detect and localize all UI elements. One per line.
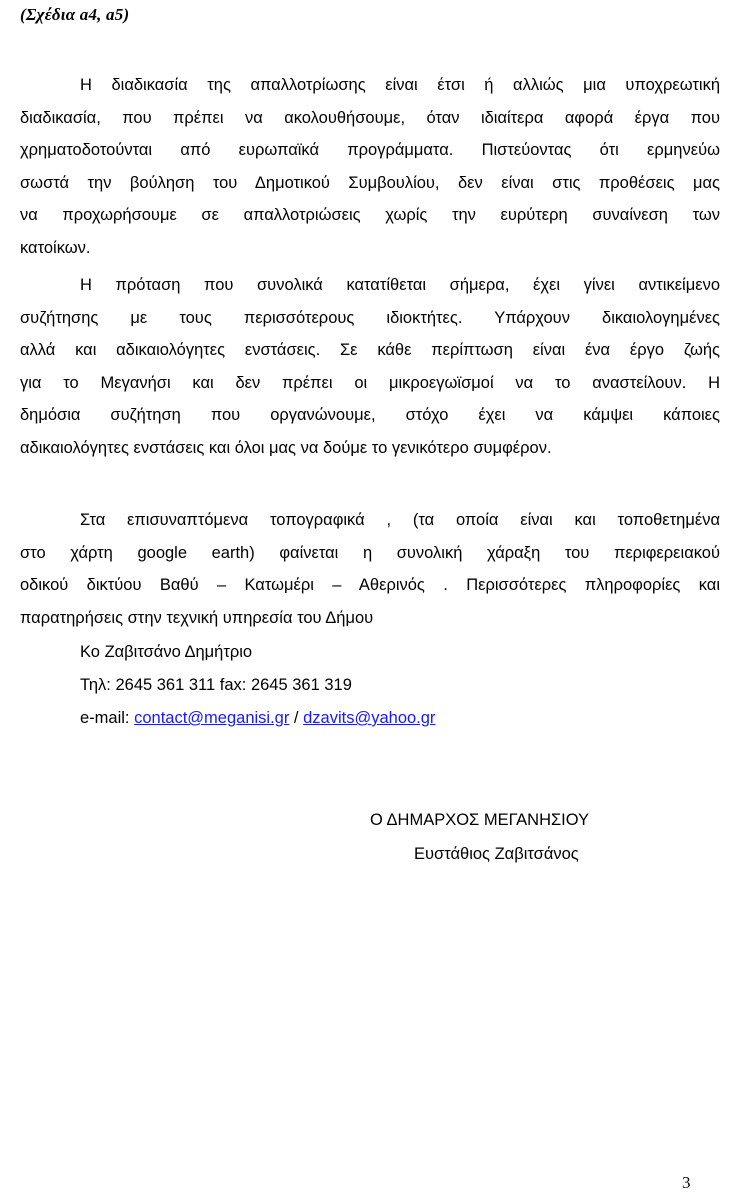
drawings-caption: (Σχέδια a4, a5) xyxy=(20,5,130,24)
paragraph-expropriation xyxy=(20,69,720,264)
email-separator: / xyxy=(289,709,304,727)
signature-name: Ευστάθιος Ζαβιτσάνος xyxy=(414,845,579,863)
paragraph-line: για το Μεγανήσι και δεν πρέπει οι μικροεγωϊσμοί να το αναστείλουν. Η xyxy=(20,373,720,392)
contact-email xyxy=(80,709,435,728)
paragraph-proposal xyxy=(20,269,720,464)
paragraph-line: να προχωρήσουμε σε απαλλοτριώσεις χωρίς την ευρύτερη συναίνεση των xyxy=(20,206,720,224)
email-link-dzavits[interactable]: dzavits@yahoo.gr xyxy=(303,709,436,727)
email-link-contact[interactable]: contact@meganisi.gr xyxy=(134,709,290,727)
paragraph-line: αλλά και αδικαιολόγητες ενστάσεις. Σε κάθε περίπτωση είναι ένα έργο ζωής xyxy=(20,341,720,359)
paragraph-line: Η πρόταση που συνολικά κατατίθεται σήμερα, έχει γίνει αντικείμενο xyxy=(80,276,720,294)
paragraph-line: οδικού δικτύου Βαθύ – Κατωμέρι – Αθερινός . Περισσότερες πληροφορίες και xyxy=(20,576,720,594)
paragraph-line: Στα επισυναπτόμενα τοπογραφικά , (τα οποία είναι και τοποθετημένα xyxy=(80,511,720,529)
email-label: e-mail: xyxy=(80,709,135,727)
paragraph-line: παρατηρήσεις στην τεχνική υπηρεσία του Δήμου xyxy=(20,608,374,627)
paragraph-line: κατοίκων. xyxy=(20,238,91,257)
paragraph-line: διαδικασία, που πρέπει να ακολουθήσουμε, όταν ιδιαίτερα αφορά έργα που xyxy=(20,108,720,127)
contact-name: Κο Ζαβιτσάνο Δημήτριο xyxy=(80,643,253,661)
paragraph-line: δημόσια συζήτηση που οργανώνουμε, στόχο έχει να κάμψει κάποιες xyxy=(20,406,720,424)
signature-title: Ο ΔΗΜΑΡΧΟΣ ΜΕΓΑΝΗΣΙΟΥ xyxy=(370,811,590,829)
paragraph-line: αδικαιολόγητες ενστάσεις και όλοι μας να δούμε το γενικότερο συμφέρον. xyxy=(20,438,552,457)
paragraph-line: στο χάρτη google earth) φαίνεται η συνολική χάραξη του περιφερειακού xyxy=(20,543,720,562)
paragraph-line: σωστά την βούληση του Δημοτικού Συμβουλίου, δεν είναι στις προθέσεις μας xyxy=(20,173,720,192)
paragraph-topographic xyxy=(20,504,720,634)
paragraph-line: χρηματοδοτούνται από ευρωπαϊκά προγράμματα. Πιστεύοντας ότι ερμηνεύω xyxy=(20,141,720,159)
paragraph-line: Η διαδικασία της απαλλοτρίωσης είναι έτσι ή αλλιώς μια υποχρεωτική xyxy=(80,76,720,94)
contact-phone: Τηλ: 2645 361 311 fax: 2645 361 319 xyxy=(80,676,352,694)
page-number: 3 xyxy=(682,1173,691,1192)
paragraph-line: συζήτησης με τους περισσότερους ιδιοκτήτες. Υπάρχουν δικαιολογημένες xyxy=(20,308,720,327)
